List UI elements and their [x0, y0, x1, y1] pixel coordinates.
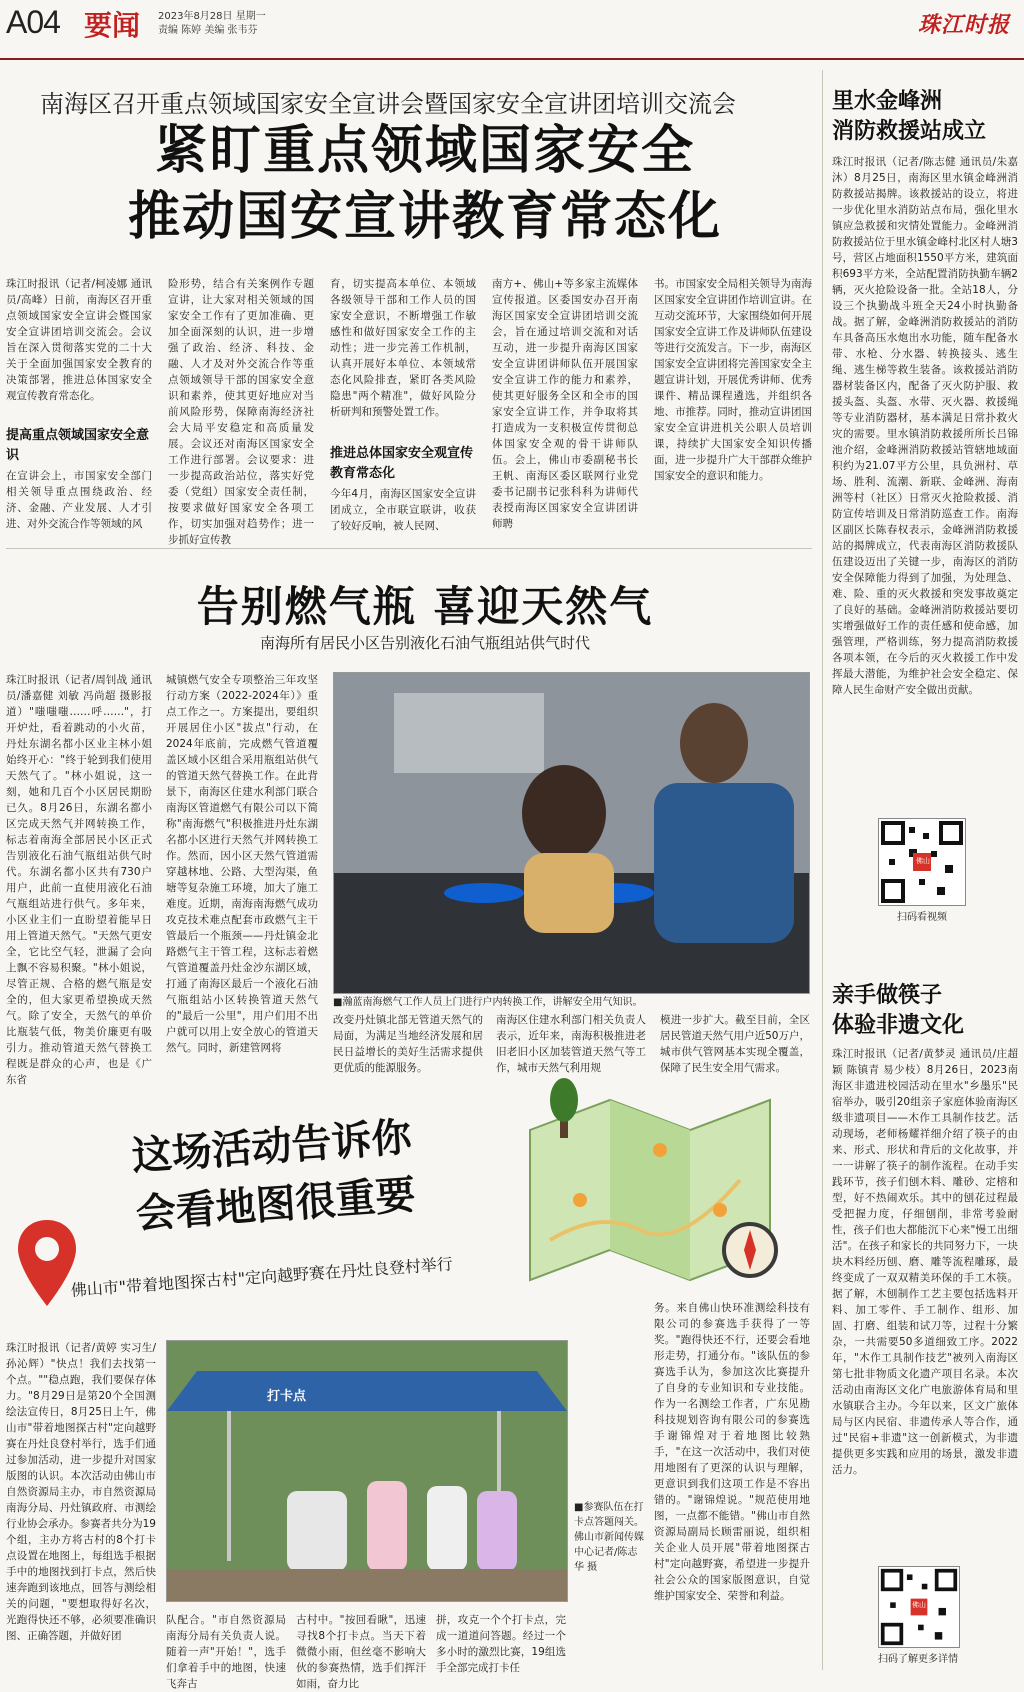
story3-col4: 拼，攻克一个个打卡点，完成一道道问答题。经过一个多小时的激烈比赛，19组选手全部完成打卡任: [436, 1614, 566, 1674]
story1-headline: [40, 118, 810, 250]
story3-headline-line1: 这场活动告诉你: [130, 1113, 413, 1180]
sidebar1-headline-line1: 里水金峰洲: [832, 88, 943, 114]
newspaper-logo: 珠江时报: [917, 12, 1010, 38]
story2-col1: 珠江时报讯（记者/周钊战 通讯员/潘嘉健 刘敏 冯尚超 摄影报道）"嗤嗤嗤……呼……"，打开炉灶，看着跳动的小火苗，丹灶东湖名都小区业主林小姐始终开心："终于轮到我们使用天然气了。"林小姐说，这一刻，她和几百个小区居民期盼已久。8月26日，东湖名都小区完成天然气并网转换工作，标志着南海全部居民小区正式告别液化石油气瓶组站供气时代。东湖名都小区共有730户用户，此前一直使用液化石油气瓶组站进行供气。多年来，小区业主们一直盼望着能早日用上管道天然气。"天然气更安全，它比空气轻，泄漏了会向上飘不容易积聚。"林小姐说，尽管正规、合格的燃气瓶是安全的，但大家更希望换成天然气。除了安全，天然气的单价比瓶装气低，物美价廉更有吸引力。推动管道天然气替换工程既是群众的心声，也是《广东省: [6, 674, 152, 1086]
story3-col5: 务。来自佛山快环准测绘科技有限公司的参赛选手获得了一等奖。"跑得快还不行，还要会看地形走势，打通分布。"该队伍的参赛选手认为，参加这次比赛提升了自身的专业知识和专业技能。作为一名测绘工作者，广东见勘科技规划咨询有限公司的参赛选手谢锦煌对于着地图比较熟手，"在这一次活动中，我们对使用地图有了更深的认识与理解，更意识到我们这项工作是不容出错的。"谢锦煌说。"规范使用地图，一点都不能错。"佛山市自然资源局副局长顾雷丽说，组织相关企业人员开展"带着地图探古村"定向越野赛，希望进一步提升社会公众的国家版图意识，自觉维护国家安全、荣誉和利益。: [654, 1302, 810, 1602]
story1-col2: 险形势，结合有关案例作专题宣讲，让大家对相关领域的国家安全工作有了更加准确、更加全面深刻的认识，进一步增强了政治、经济、科技、金融、人才及对外交流合作等重点领域领导干部的国家安全意识和素养，使其更好地应对当前风险形势，保障南海经济社会大局平安稳定和高质量发展。会议还对南海区国家安全工作进行部署。会议要求：进一步提高政治站位，落实好党委（党组）国家安全责任制，按要求做好国家安全各项工作，切实加强对趋势作；进一步抓好宣传教: [168, 278, 314, 546]
story3-col1: 珠江时报讯（记者/黄婷 实习生/孙沁辉）"快点！我们去找第一个点。""稳点跑，我们要保存体力。"8月29日是第20个全国测绘法宣传日，8月25日上午，佛山市"带着地图探古村"定向越野赛在丹灶良登村举行，选手们通过参加活动，进一步提升对国家版图的认识。本次活动由佛山市自然资源局主办，市自然资源局南海分局、丹灶镇政府、市测绘行业协会承办。参赛者共分为19个组，主办方将古村的8个打卡点设置在地图上，每组选手根据手中的地图找到打卡点，然后快速奔跑到该地点，回答与测绘相关的问题，"要想取得好名次，光跑得快还不够，必须要准确识图、正确答题，并做好团: [6, 1342, 156, 1642]
story1-headline-line1: 紧盯重点领域国家安全: [154, 120, 695, 181]
qr-logo: 佛山: [912, 1601, 926, 1609]
section-title: 要闻: [84, 9, 141, 42]
page-number: A04: [6, 4, 60, 40]
story2-headline: 告别燃气瓶 喜迎天然气: [196, 582, 654, 631]
map-pin-icon: [16, 1218, 78, 1308]
sidebar1-body: 珠江时报讯（记者/陈志健 通讯员/朱嘉沐）8月25日，南海区里水镇金峰洲消防救援站揭牌。该救援站的设立，将进一步优化里水消防站点布局，强化里水镇应急救援和灾情处置能力。金峰洲消防救援站位于里水镇金峰村北区村人塘3号，营区占地面积1550平方米，建筑面积693平方米，全站配置消防执勤车辆2辆，灭火抢险设备一批。全站18人，分设三个执勤战斗班全天24小时执勤备战。据了解，金峰洲消防救援站的消防车具备高压水炮出水功能，随车配备水带、水枪、分水器、转换接头、逃生绳、逃生梯等救生装备。该救援站消防器材装备区内，配备了灭火防护服、救援头盔、头盔、水带、灭火器、救援绳等专业消防器材，基本满足日常扑救火灾的需要。里水镇消防救援所所长吕锦池介绍，金峰洲消防救援站管辖地域面积约为21.07平方公里，具负洲村、草场、胜利、流潮、新联、金峰洲、海南洲等村（社区）日常灭火抢险救援、消防宣传培训及日常消防巡查工作。南海区副区长陈春权表示，金峰洲消防救援站的揭牌成立，代表南海区消防救援队伍建设迈出了关键一步，南海区的消防安全保障能力得到了加强，为处理急、难、险、重的灭火救援和突发事故奠定了良好的基础。金峰洲消防救援站要切实增强做好工作的责任感和使命感，加强管理，严格训练，努力提高消防救援各项本领，在今后的灭火救援工作中发挥最大潜能，为维护社会安全稳定、保障人民生命财产安全做出贡献。: [832, 156, 1018, 696]
issue-date: 2023年8月28日 星期一: [158, 11, 266, 22]
photo2-caption: ■参赛队伍在打卡点答题闯关。佛山市新闻传媒中心记者/陈志华 摄: [574, 1502, 644, 1573]
sidebar2-headline-line2: 体验非遗文化: [832, 1012, 965, 1038]
tent-scene-illustration: [167, 1341, 567, 1601]
tent-sign: 打卡点: [267, 1389, 307, 1404]
kitchen-scene-illustration: [334, 673, 809, 993]
editors-credit: 责编 陈婷 美编 张韦芬: [158, 25, 258, 36]
sidebar1-headline-line2: 消防救援站成立: [832, 118, 987, 144]
sidebar2-body: 珠江时报讯（记者/黄梦灵 通讯员/庄超颖 陈镇青 易少枝）8月26日，2023南海区非遗进校园活动在里水"乡墨乐"民宿举办，吸引20组亲子家庭体验南海区级非遗项目——木作工具制作技艺。活动现场，老师杨耀祥细介绍了筷子的由来、形式、形状和背后的文化故事，并一一讲解了筷子的制作流程。在动手实践环节，孩子们刨木料、雕砂、定榕和型，好不热闹欢乐。其中的刨花过程最受把握力度，仔细刨削，非常考验耐性，孩子们也大都能沉下心来"慢工出细活"。在孩子和家长的共同努力下，一块块木料经历刨、磨、雕等流程雕琢，最终变成了一双双精美环保的手工木筷。据了解，木刨制作工艺主要包括选料开料、加工零件、手工制作、组形、加固、打磨、组装和试刀等，过程十分繁杂，一共需要50多道细致工序。2022年，"木作工具制作技艺"被列入南海区第七批非物质文化遗产项目名录。本次活动由南海区文化广电旅游体育局和里水镇联合主办。今年以来，区文广旅体局与区内民宿、非遗传承人等合作，通过"民宿+非遗"这一创新模式，为非遗提供更多实践和应用的场景，激发非遗活力。: [832, 1048, 1018, 1476]
section-rule: [6, 548, 812, 549]
story3-col3: 古村中。"按回看瞅"，迅速寻找8个打卡点。当天下着微微小雨，但丝毫不影响大伙的参赛热情，选手们挥汗如雨，奋力比: [296, 1614, 426, 1690]
story1-kicker: 南海区召开重点领域国家安全宣讲会暨国家安全宣讲团培训交流会: [40, 90, 736, 118]
photo1-caption: ■瀚蓝南海燃气工作人员上门进行户内转换工作，讲解安全用气知识。: [333, 997, 643, 1008]
masthead: [0, 0, 1024, 60]
qr-logo: 佛山: [916, 857, 930, 865]
story1-col1b: 在宣讲会上，市国家安全部门相关领导重点围绕政治、经济、金融、产业发展、人才引进、对外交流合作等领域的风: [6, 470, 152, 530]
story1-subhead2: 推进总体国家安全观宣传教育常态化: [330, 446, 474, 481]
story1-col3b: 今年4月，南海区国家安全宣讲团成立，全市联宣联讲，收获了较好反响，被人民网、: [330, 488, 476, 532]
qr-label-video: 扫码看视频: [897, 912, 947, 923]
story3-headline-line2: 会看地图很重要: [134, 1171, 417, 1238]
dateline: [158, 10, 266, 38]
story1-col3: 育，切实提高本单位、本领域各级领导干部和工作人员的国家安全意识，不断增强工作敏感性和做好国家安全工作的主动性；进一步完善工作机制，认真开展好本单位、本领域常态化风险排查，紧盯各类风险隐患"两个精准"，做好风险分析研判和预警处置工作。: [330, 278, 476, 418]
sidebar1-headline: [832, 86, 1018, 146]
qr-code-video[interactable]: [878, 818, 966, 906]
sidebar2-headline-line1: 亲手做筷子: [832, 982, 943, 1008]
story2-col3: 改变丹灶镇北部无管道天然气的局面，为满足当地经济发展和居民日益增长的美好生活需求提供更优质的能源服务。: [333, 1014, 483, 1074]
sidebar2-headline: [832, 980, 1018, 1040]
story2-col5: 模进一步扩大。截至目前，全区居民管道天然气用户近50万户，城市供气管网基本实现全覆盖，保障了民生安全用气需求。: [660, 1014, 810, 1074]
story3-headline: [130, 1098, 567, 1244]
gas-conversion-photo: [333, 672, 810, 994]
story2-col2: 城镇燃气安全专项整治三年攻坚行动方案（2022-2024年）》重点工作之一。方案提出，要组织开展居住小区"拔点"行动，在2024年底前，完成燃气管道覆盖区域小区组合采用瓶组站供气的管道天然气替换工作。在此背景下，南海区住建水利部门联合南海区管道燃气有限公司以下简称"南海燃气"积极推进丹灶东湖名都小区进行天然气并网转换工作。然而，因小区天然气管道需穿越林地、公路、大型沟渠，鱼塘等复杂施工环境，加大了施工难度。近期，南海南海燃气成功攻克技术难点配套市政燃气主干管最后一个瓶颈——丹灶镇金北路燃气主干管工程，这标志着燃气管道覆盖丹灶金沙东湖区域，打通了南海区最后一个液化石油气瓶组站小区转换管道天然气的"最后一公里"，用户们用不出户就可以用上安全放心的管道天然气。同时，新建管网将: [166, 674, 318, 1054]
story2-kicker: 南海所有居民小区告别液化石油气瓶组站供气时代: [259, 634, 590, 652]
story1-headline-line2: 推动国安宣讲教育常态化: [127, 186, 722, 247]
story2-col4: 南海区住建水利部门相关负责人表示，近年来，南海积极推进老旧老旧小区加装管道天然气等工作，城市天然气利用规: [496, 1014, 646, 1074]
story1-subhead1: 提高重点领域国家安全意识: [6, 428, 150, 463]
orienteering-photo: [166, 1340, 568, 1602]
qr-label-details: 扫码了解更多详情: [878, 1654, 958, 1665]
qr-code-details[interactable]: [878, 1566, 960, 1648]
story3-kicker: 佛山市"带着地图探古村"定向越野赛在丹灶良登村举行: [70, 1254, 454, 1300]
story1-col1: 珠江时报讯（记者/柯凌娜 通讯员/高峰）日前，南海区召开重点领域国家安全宣讲会暨国家安全宣讲团培训交流会。会议旨在深入贯彻落实党的二十大关于全面加强国家安全教育的决策部署，推进总体国家安全观宣传教育常态化。: [6, 278, 152, 402]
story1-col4: 南方+、佛山+等多家主流媒体宣传报道。区委国安办召开南海区国家安全宣讲团培训交流会，旨在通过培训交流和对话互动，进一步提升南海区国家安全宣讲团讲师队伍开展国家安全宣讲工作的能力和素养，使其更好服务全区和全市的国家安全宣讲工作，并争取将其打造成为一支积极宣传贯彻总体国家安全观的骨干讲师队伍。会上，佛山市委副秘书长王帆、南海区委区联网行业党委书记副书记张科科为讲师代表授南海区国家安全宣讲团讲师聘: [492, 278, 638, 530]
column-divider: [822, 70, 823, 1670]
story1-col5: 书。市国家安全局相关领导为南海区国家安全宣讲团作培训宣讲。在互动交流环节，大家围绕如何开展国家安全宣讲工作及讲师队伍建设等进行交流发言。下一步，南海区国家安全宣讲团将完善国家安全主题宣讲计划，开展优秀讲师、优秀课件、精品课程遴选，并组织各地、市推荐。同时，推动宣讲团国家安全宣讲进机关公职人员培训课，持续扩大国家安全知识传播面，进一步提升广大干部群众维护国家安全的意识和能力。: [654, 278, 812, 482]
story3-col2: 队配合。"市自然资源局南海分局有关负责人说。随着一声"开始！"，选手们拿着手中的地图，快速飞奔古: [166, 1614, 286, 1690]
